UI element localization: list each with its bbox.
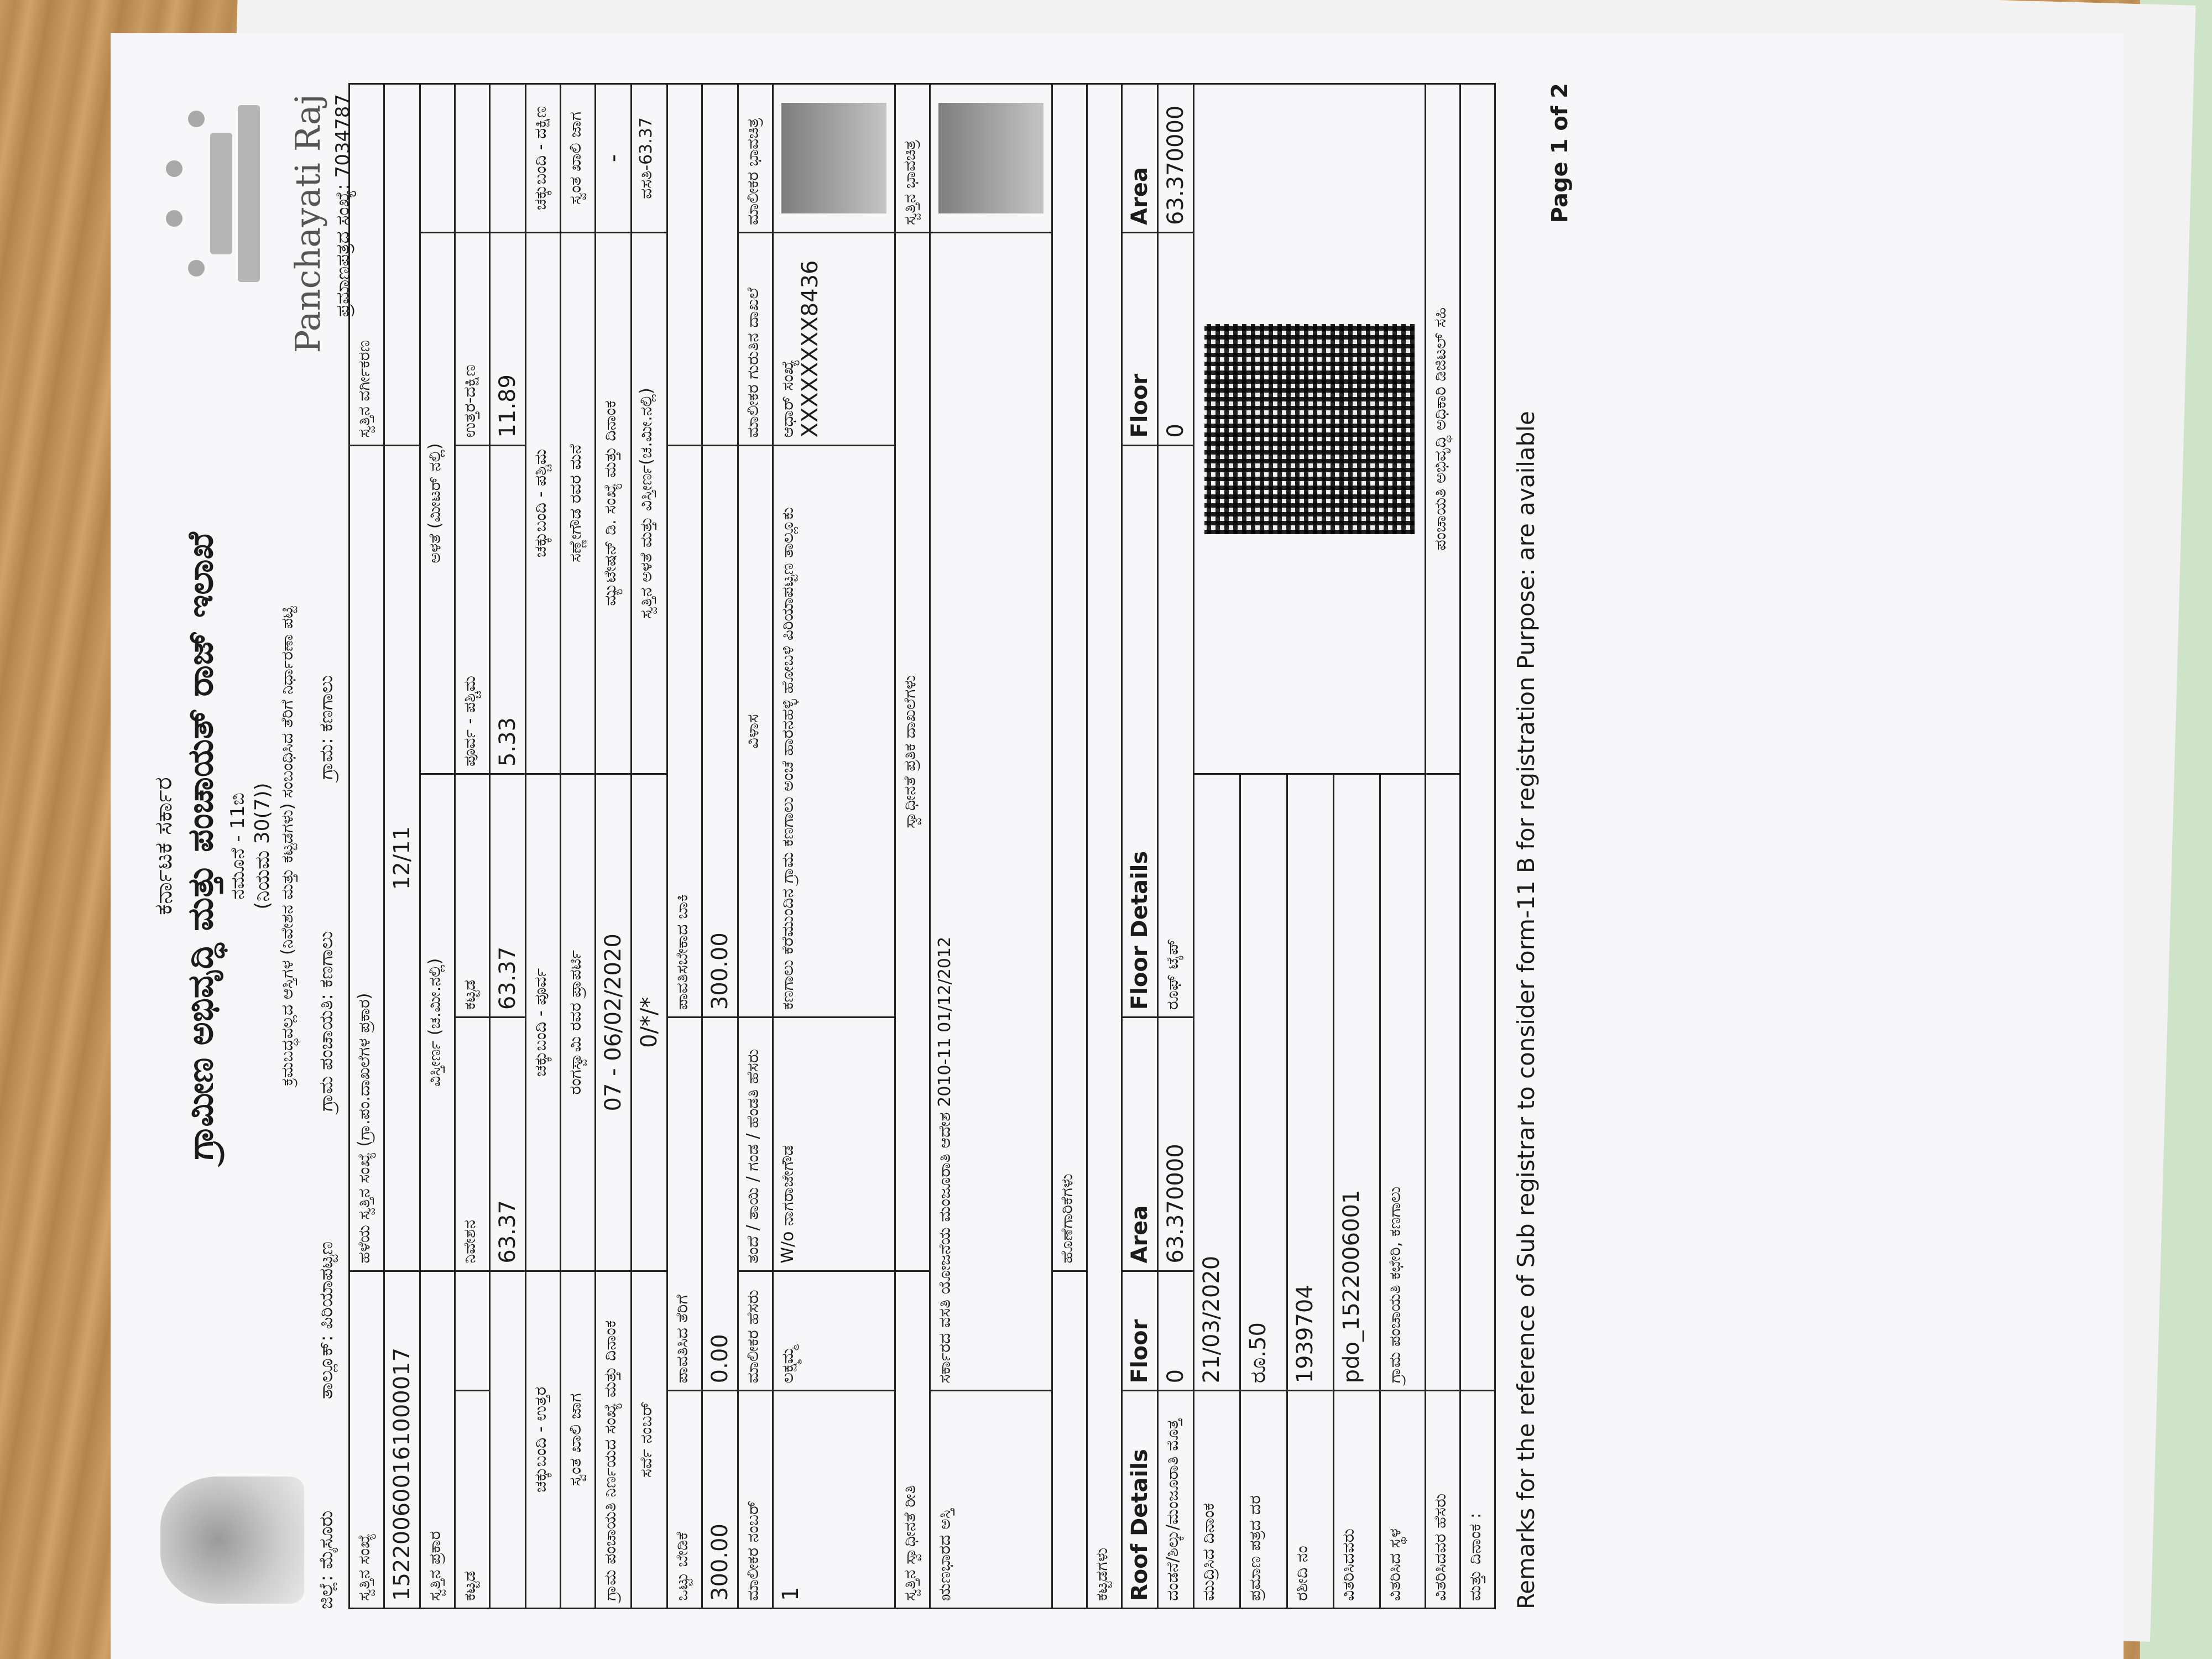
owner-relation: W/o ನಾಗರಾಜೇಗೌಡ [773, 1018, 895, 1271]
floor-header-1: Floor [1122, 1271, 1158, 1391]
south-value: ಸ್ವಂತ ಖಾಲಿ ಜಾಗ [561, 84, 596, 233]
panchayati-raj-logo-icon [155, 100, 293, 288]
district: ಜಿಲ್ಲೆ: ಮೈಸೂರು [315, 1510, 337, 1609]
prop-no: 152200600161000017 [384, 1271, 420, 1608]
ns-label: ಉತ್ತರ-ದಕ್ಷಿಣ [455, 232, 490, 445]
mutation-label: ಮ್ಯುಟೇಷನ್ ಡಿ. ಸಂಖ್ಯೆ ಮತ್ತು ದಿನಾಂಕ [596, 232, 632, 774]
paid-label: ಪಾವತಿಸಿದ ತೆರಿಗೆ [667, 1018, 702, 1391]
certificate-number: ಪ್ರಮಾಣಪತ್ರದ ಸಂಖ್ಯೆ: 7034787 [332, 94, 354, 317]
remarks-label: Remarks for the reference of Sub registrar to consider form-11 B for registration Purpose: [1512, 568, 1540, 1609]
rule-number: (ನಿಯಮ 30(7)) [251, 782, 274, 910]
bldg-type-label: ಕಟ್ಟಡ [455, 1391, 490, 1609]
issuer-label: ವಿತರಿಸಿದವರು [1333, 1391, 1380, 1609]
taluk: ತಾಲ್ಲೂಕ್: ಪಿರಿಯಾಪಟ್ಟಣ [315, 1241, 337, 1399]
owner-no: 1 [773, 1391, 895, 1609]
mutation-value: - [596, 84, 632, 233]
dept-title: ಗ್ರಾಮೀಣ ಅಭಿವೃದ್ಧಿ ಮತ್ತು ಪಂಚಾಯತ್ ರಾಜ್ ಇಲಾಖೆ [180, 532, 221, 1160]
print-date-label: ಮುದ್ರಿಸಿದ ದಿನಾಂಕ [1194, 1391, 1240, 1609]
west-label: ಚಕ್ಕುಬಂದಿ - ಪಶ್ಚಿಮ [526, 232, 561, 774]
owner-address: ಕಣಗಾಲು ಕೆರೆಮುಂದಿನ ಗ್ರಾಮ ಕಣಗಾಲು ಅಂಚೆ ಹಾರನಹಳ್ಳಿ ಹೋಬಳಿ ಪಿರಿಯಾಪಟ್ಟಣ ತಾಲ್ಲೂಕು [773, 445, 895, 1018]
owner-no-header: ಮಾಲೀಕರ ನಂಬರ್ [738, 1391, 773, 1609]
ns-dim: 11.89 [490, 232, 526, 445]
area-label: ವಿಸ್ತೀರ್ಣ (ಚ.ಮೀ.ನಲ್ಲಿ) [420, 774, 455, 1271]
balance-value: 300.00 [702, 445, 738, 1018]
signature-label: ಪಂಚಾಯತಿ ಅಭಿವೃದ್ಧಿ ಅಧಿಕಾರಿ ಡಿಜಿಟಲ್ ಸಹಿ [1426, 84, 1460, 774]
place-label: ವಿತರಿಸಿದ ಸ್ಥಳ [1380, 1391, 1426, 1609]
gram-panchayat: ಗ್ರಾಮ ಪಂಚಾಯತಿ: ಕಣಗಾಲು [315, 931, 337, 1112]
area-header-1: Area [1122, 1018, 1158, 1271]
floor-details: Floor Details [1122, 445, 1158, 1018]
tax-label: ಒಟ್ಟು ಬೇಡಿಕೆ [667, 1391, 702, 1609]
survey-label: ಸರ್ವೆ ನಂಬರ್ [632, 1271, 667, 1608]
site-area: 63.37 [490, 1018, 526, 1271]
survey-no: 0/*/* [632, 774, 667, 1271]
ew-dim: 5.33 [490, 445, 526, 774]
acq-reference: ಸರ್ಕಾರದ ವಸತಿ ಯೋಜನೆಯ ಮಂಜೂರಾತಿ ಆದೇಶ 2010-11 01/12/2012 [930, 232, 1052, 1390]
qr-code [1204, 324, 1415, 534]
logo-text: Panchayati Raj [288, 94, 328, 353]
page-number: Page 1 of 2 [1547, 83, 1573, 223]
built-area: ವಸತಿ-63.37 [632, 84, 667, 233]
receipt-label: ರಶೀದಿ ನಂ [1287, 1391, 1333, 1609]
owner-name-header: ಮಾಲೀಕರ ಹೆಸರು [738, 1271, 773, 1391]
remarks [1512, 83, 1540, 1609]
fee: ರೂ.50 [1240, 774, 1287, 1391]
place: ಗ್ರಾಮ ಪಂಚಾಯತಿ ಕಛೇರಿ, ಕಣಗಾಲು [1380, 774, 1426, 1391]
floor-value-2: 0 [1158, 232, 1194, 445]
built-area-label: ಸ್ವತ್ತಿನ ಅಳತೆ ಮತ್ತು ವಿಸ್ತೀರ್ಣ(ಚ.ಮೀ.ನಲ್ಲಿ) [632, 232, 667, 774]
encumbrance-label: ಋಣಭಾರದ ಅಸ್ತಿ [930, 1391, 1052, 1609]
area-header-2: Area [1122, 84, 1158, 233]
south-label: ಚಕ್ಕುಬಂದಿ - ದಕ್ಷಿಣ [526, 84, 561, 233]
village: ಗ್ರಾಮ: ಕಣಗಾಲು [315, 675, 337, 780]
class-label: ಸ್ವತ್ತಿನ ವರ್ಗೀಕರಣ [349, 84, 384, 446]
old-no: 12/11 [384, 445, 420, 1271]
remarks-value: are available [1512, 411, 1540, 561]
balance-label: ಪಾವತಿಸಬೇಕಾದ ಬಾಕಿ [667, 445, 702, 1018]
acq-docs-label: ಸ್ವಾಧೀನತೆ ಪ್ರತಿಕ ದಾಖಲೆಗಳು [895, 232, 930, 1271]
tax-value: 300.00 [702, 1391, 738, 1609]
form-description: ಕ್ರಮಬದ್ಧವಲ್ಲದ ಆಸ್ತಿಗಳ (ನಿವೇಶನ ಮತ್ತು ಕಟ್ಟಡಗಳು) ಸಂಬಂಧಿಸಿದ ತೆರಿಗೆ ನಿರ್ಧಾರಣಾ ಪಟ್ಟಿ [278, 606, 297, 1086]
area-value-2: 63.370000 [1158, 84, 1194, 233]
form-number: ನಮೂನೆ - 11ಬಿ [227, 792, 249, 900]
signature-date-label: ಮತ್ತು ದಿನಾಂಕ : [1460, 1391, 1495, 1609]
area-value-1: 63.370000 [1158, 1018, 1194, 1271]
prop-no-label: ಸ್ವತ್ತಿನ ಸಂಖ್ಯೆ [349, 1271, 384, 1608]
penalty-label: ದಂಡನೆ/ಶಿಲ್ಕು/ಮಂಜೂರಾತಿ ಮೊತ್ತ [1158, 1391, 1194, 1609]
buildings-label: ಕಟ್ಟಡಗಳು [1087, 84, 1122, 1609]
issuer: pdo_1522006001 [1333, 774, 1380, 1391]
ew-label: ಪೂರ್ವ - ಪಶ್ಚಿಮ [455, 445, 490, 774]
print-date: 21/03/2020 [1194, 774, 1240, 1391]
old-no-label: ಹಳೆಯ ಸ್ವತ್ತಿನ ಸಂಖ್ಯೆ (ಗ್ರಾ.ಪಂ.ದಾಖಲೆಗಳ ಪ್ರಕಾರ) [349, 445, 384, 1271]
east-label: ಚಕ್ಕುಬಂದಿ - ಪೂರ್ವ [526, 774, 561, 1271]
site-label: ನಿವೇಶನ [455, 1018, 490, 1271]
bldg-area: 63.37 [490, 774, 526, 1018]
bldg-label: ಕಟ್ಟಡ [455, 774, 490, 1018]
karnataka-emblem-icon [160, 1477, 304, 1604]
acq-label: ಸ್ವತ್ತಿನ ಸ್ವಾಧೀನತೆ ರೀತಿ [895, 1271, 930, 1608]
id-type: ಆಧಾರ್ ಸಂಖ್ಯೆ [778, 359, 797, 438]
govt-title: ಕರ್ನಾಟಕ ಸರ್ಕಾರ [149, 777, 178, 915]
north-value: ಸ್ವಂತ ಖಾಲಿ ಜಾಗ [561, 1271, 596, 1608]
owner-name: ಲಕ್ಷ್ಮಮ್ಮ [773, 1271, 895, 1391]
dim-label: ಅಳತೆ (ಮೀಟರ್ ನಲ್ಲಿ) [420, 232, 455, 774]
form-11b-document [111, 33, 2124, 1659]
west-value: ಸಣ್ಣೇಗೌಡ ರವರ ಮನೆ [561, 232, 596, 774]
receipt-no: 1939704 [1287, 774, 1333, 1391]
property-photo [938, 103, 1044, 213]
floor-header-2: Floor [1122, 232, 1158, 445]
north-label: ಚಕ್ಕುಬಂದಿ - ಉತ್ತರ [526, 1271, 561, 1608]
recipient-label: ವಿತರಿಸಿದವರ ಹೆಸರು [1426, 1391, 1460, 1609]
document-header [149, 83, 354, 1609]
property-table [348, 83, 1496, 1609]
roof-details: Roof Details [1122, 1391, 1158, 1609]
gp-res: 07 - 06/02/2020 [596, 774, 632, 1271]
gp-res-label: ಗ್ರಾಮ ಪಂಚಾಯತಿ ನಿರ್ಣಯದ ಸಂಖ್ಯೆ ಮತ್ತು ದಿನಾಂಕ [596, 1271, 632, 1608]
east-value: ರಂಗಸ್ವಾಮಿ ರವರ ಪ್ರಾಪರ್ಟಿ [561, 774, 596, 1271]
paid-value: 0.00 [702, 1018, 738, 1391]
floor-value-1: 0 [1158, 1271, 1194, 1391]
roof-type: ರೂಫ್ ಟೈಪ್ [1158, 445, 1194, 1018]
owner-photo [781, 103, 886, 213]
relation-header: ತಂದೆ / ತಾಯಿ / ಗಂಡ / ಹೆಂಡತಿ ಹೆಸರು [738, 1018, 773, 1271]
prop-photo-label: ಸ್ವತ್ತಿನ ಭಾವಚಿತ್ರ [895, 84, 930, 233]
owner-photo-header: ಮಾಲೀಕರ ಭಾವಚಿತ್ರ [738, 84, 773, 233]
id-header: ಮಾಲೀಕರ ಗುರುತಿನ ದಾಖಲೆ [738, 232, 773, 445]
fee-label: ಪ್ರಮಾಣ ಪತ್ರದ ದರ [1240, 1391, 1287, 1609]
address-header: ವಿಳಾಸ [738, 445, 773, 1018]
type-label: ಸ್ವತ್ತಿನ ಪ್ರಕಾರ [420, 1271, 455, 1608]
liabilities-label: ಹೊಣೆಗಾರಿಕೆಗಳು [1052, 84, 1087, 1271]
id-number: XXXXXXXX8436 [797, 260, 823, 438]
